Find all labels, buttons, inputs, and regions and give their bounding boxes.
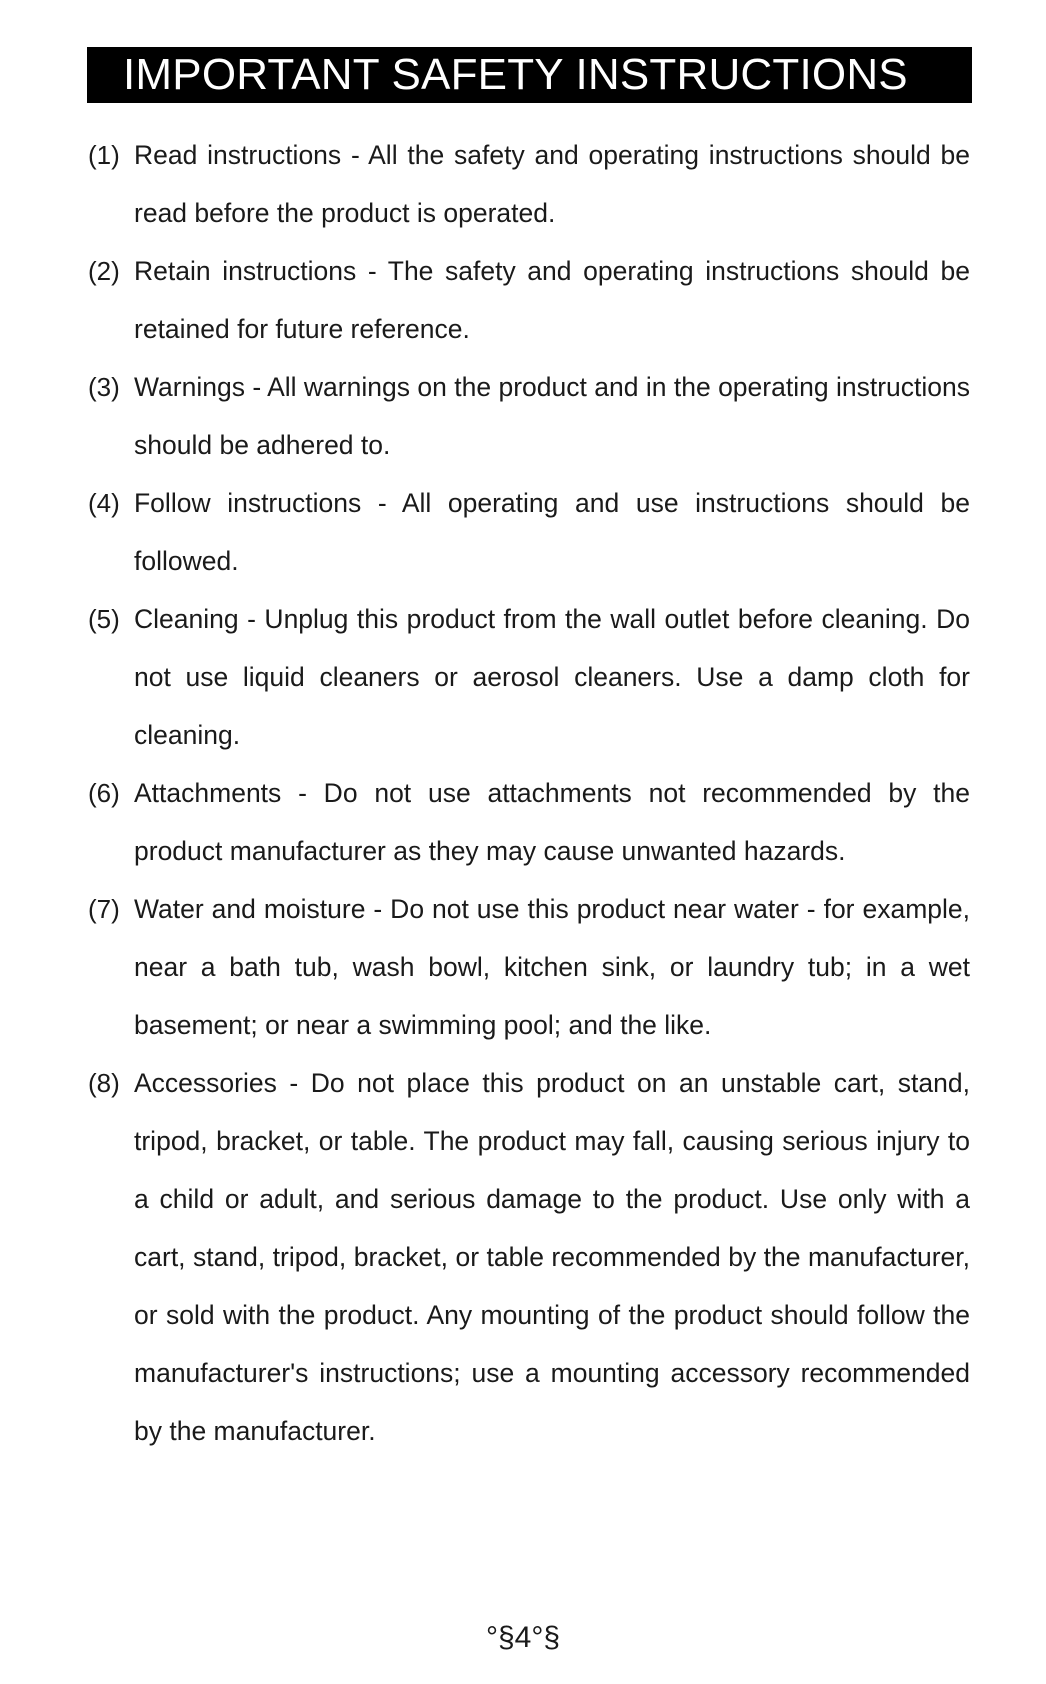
instruction-item-8 xyxy=(88,1054,970,1460)
instruction-item-4 xyxy=(88,474,970,590)
instruction-item-5 xyxy=(88,590,970,764)
instruction-number: (6) xyxy=(88,778,120,808)
instruction-item-1 xyxy=(88,126,970,242)
instruction-text: Retain instructions - The safety and operating instructions should be retained for future reference. xyxy=(134,256,970,344)
instruction-number: (7) xyxy=(88,894,120,924)
instruction-text: Warnings - All warnings on the product and in the operating instructions should be adhered to. xyxy=(134,372,970,460)
instruction-item-2 xyxy=(88,242,970,358)
instruction-text: Attachments - Do not use attachments not recommended by the product manufacturer as they may cause unwanted hazards. xyxy=(134,778,970,866)
instruction-text: Accessories - Do not place this product on an unstable cart, stand, tripod, bracket, or table. The product may fall, causing serious injury to a child or adult, and serious damage to the product. Use only with a cart, stand, tripod, bracket, or table recommended by the manufacturer, or sold with the product. Any mounting of the product should follow the manufacturer's instructions; use a mounting accessory recommended by the manufacturer. xyxy=(134,1068,970,1446)
instruction-item-7 xyxy=(88,880,970,1054)
instruction-number: (8) xyxy=(88,1068,120,1098)
instruction-item-6 xyxy=(88,764,970,880)
instruction-number: (3) xyxy=(88,372,120,402)
instruction-number: (2) xyxy=(88,256,120,286)
instruction-number: (4) xyxy=(88,488,120,518)
instruction-list xyxy=(88,126,970,1460)
instruction-text: Read instructions - All the safety and operating instructions should be read before the product is operated. xyxy=(134,140,970,228)
page-number: °§4°§ xyxy=(485,1621,561,1654)
instruction-item-3 xyxy=(88,358,970,474)
instruction-text: Follow instructions - All operating and use instructions should be followed. xyxy=(134,488,970,576)
header-bar xyxy=(87,47,972,103)
instruction-text: Water and moisture - Do not use this product near water - for example, near a bath tub, wash bowl, kitchen sink, or laundry tub; in a wet basement; or near a swimming pool; and the like. xyxy=(134,894,970,1040)
instruction-number: (5) xyxy=(88,604,120,634)
page-title: IMPORTANT SAFETY INSTRUCTIONS xyxy=(123,50,908,99)
instruction-number: (1) xyxy=(88,140,120,170)
instruction-text: Cleaning - Unplug this product from the wall outlet before cleaning. Do not use liquid cleaners or aerosol cleaners. Use a damp cloth for cleaning. xyxy=(134,604,970,750)
